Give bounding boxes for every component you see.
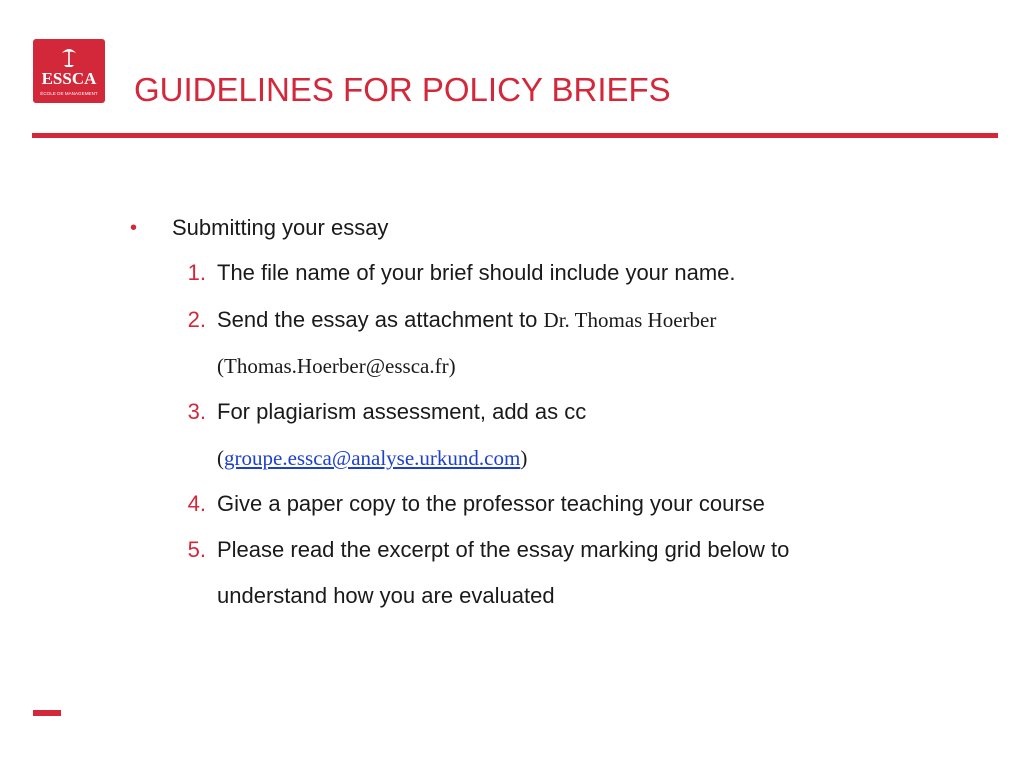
item-text: Give a paper copy to the professor teaching your course bbox=[217, 491, 765, 516]
item-text-line bbox=[217, 305, 716, 335]
cc-email-line bbox=[217, 443, 527, 473]
page-title: GUIDELINES FOR POLICY BRIEFS bbox=[134, 71, 671, 108]
item-text-continued: understand how you are evaluated bbox=[217, 583, 555, 608]
professor-email: (Thomas.Hoerber@essca.fr) bbox=[217, 354, 456, 378]
essca-logo-graphic bbox=[33, 39, 105, 103]
essca-logo bbox=[33, 39, 105, 103]
item-number: 4. bbox=[187, 491, 206, 516]
bullet-icon: • bbox=[130, 217, 138, 239]
item-number: 3. bbox=[187, 399, 206, 424]
item-text: For plagiarism assessment, add as cc bbox=[217, 399, 587, 424]
paren-open: ( bbox=[217, 446, 224, 470]
logo-wordmark: ESSCA bbox=[41, 69, 97, 88]
section-heading: Submitting your essay bbox=[172, 215, 389, 240]
paren-close: ) bbox=[520, 446, 528, 470]
professor-name: Dr. Thomas Hoerber bbox=[543, 308, 717, 332]
item-number: 2. bbox=[187, 307, 206, 332]
item-text: Please read the excerpt of the essay marking grid below to bbox=[217, 537, 790, 562]
logo-tagline: ÉCOLE DE MANAGEMENT bbox=[40, 91, 98, 96]
footer-accent-dash bbox=[33, 710, 61, 716]
logo-emblem-icon bbox=[62, 49, 76, 67]
item-number: 1. bbox=[187, 260, 206, 285]
item-text: The file name of your brief should include your name. bbox=[217, 260, 736, 285]
header-divider bbox=[32, 133, 998, 138]
item-text: Send the essay as attachment to bbox=[217, 307, 544, 332]
urkund-email-link[interactable]: groupe.essca@analyse.urkund.com bbox=[224, 446, 521, 470]
item-number: 5. bbox=[187, 537, 206, 562]
